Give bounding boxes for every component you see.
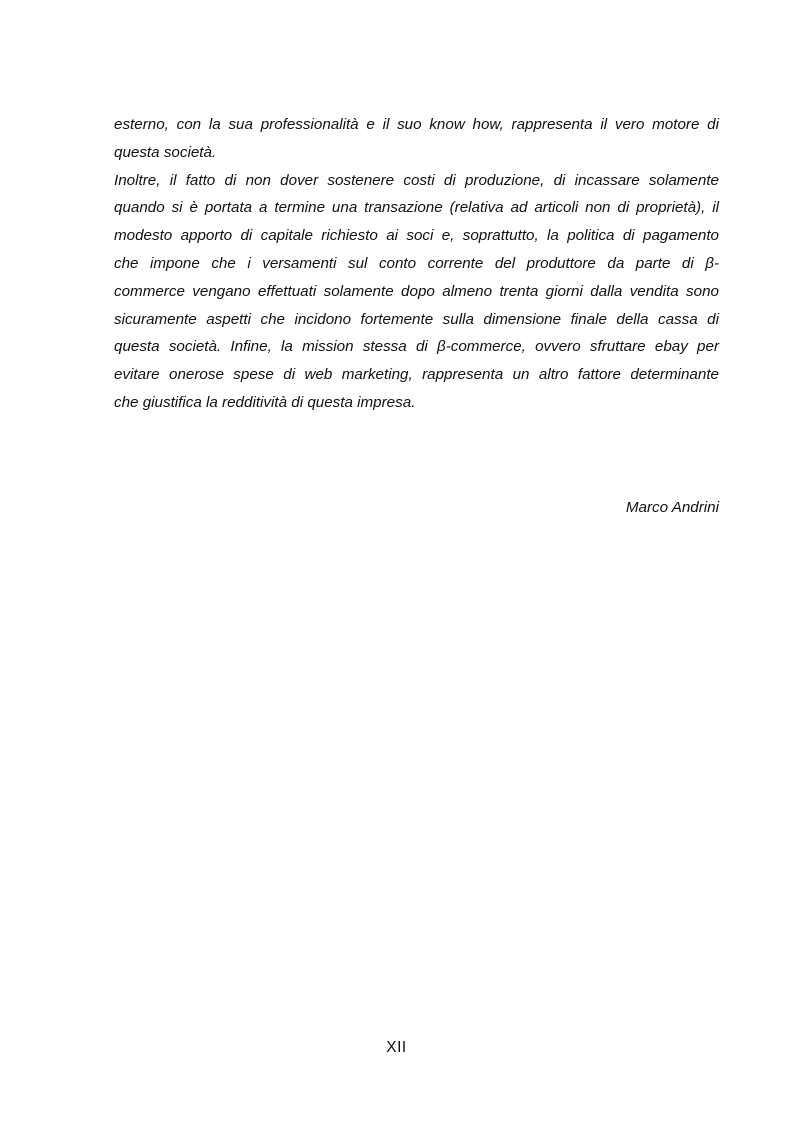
text-line: questa società. <box>114 143 217 161</box>
text-line: modesto apporto di capitale richiesto ai soci e, soprattutto, la politica di pagamento <box>114 227 719 245</box>
text-line: che giustifica la redditività di questa impresa. <box>114 393 416 411</box>
page-number: XII <box>386 1039 407 1056</box>
text-line: questa società. Infine, la mission stessa di β-commerce, ovvero sfruttare ebay per <box>114 338 719 356</box>
text-line: esterno, con la sua professionalità e il suo know how, rappresenta il vero motore di <box>114 116 719 133</box>
body-text <box>114 111 719 417</box>
text-line: Inoltre, il fatto di non dover sostenere costi di produzione, di incassare solamente <box>114 171 719 189</box>
author-signature: Marco Andrini <box>625 499 719 516</box>
text-line: sicuramente aspetti che incidono fortemente sulla dimensione finale della cassa di <box>114 310 719 328</box>
text-line: commerce vengano effettuati solamente dopo almeno trenta giorni dalla vendita sono <box>114 282 719 300</box>
text-line: quando si è portata a termine una transazione (relativa ad articoli non di proprietà), il <box>114 199 719 217</box>
text-line: evitare onerose spese di web marketing, rappresenta un altro fattore determinante <box>114 366 719 384</box>
text-line: che impone che i versamenti sul conto corrente del produttore da parte di β- <box>114 254 719 272</box>
